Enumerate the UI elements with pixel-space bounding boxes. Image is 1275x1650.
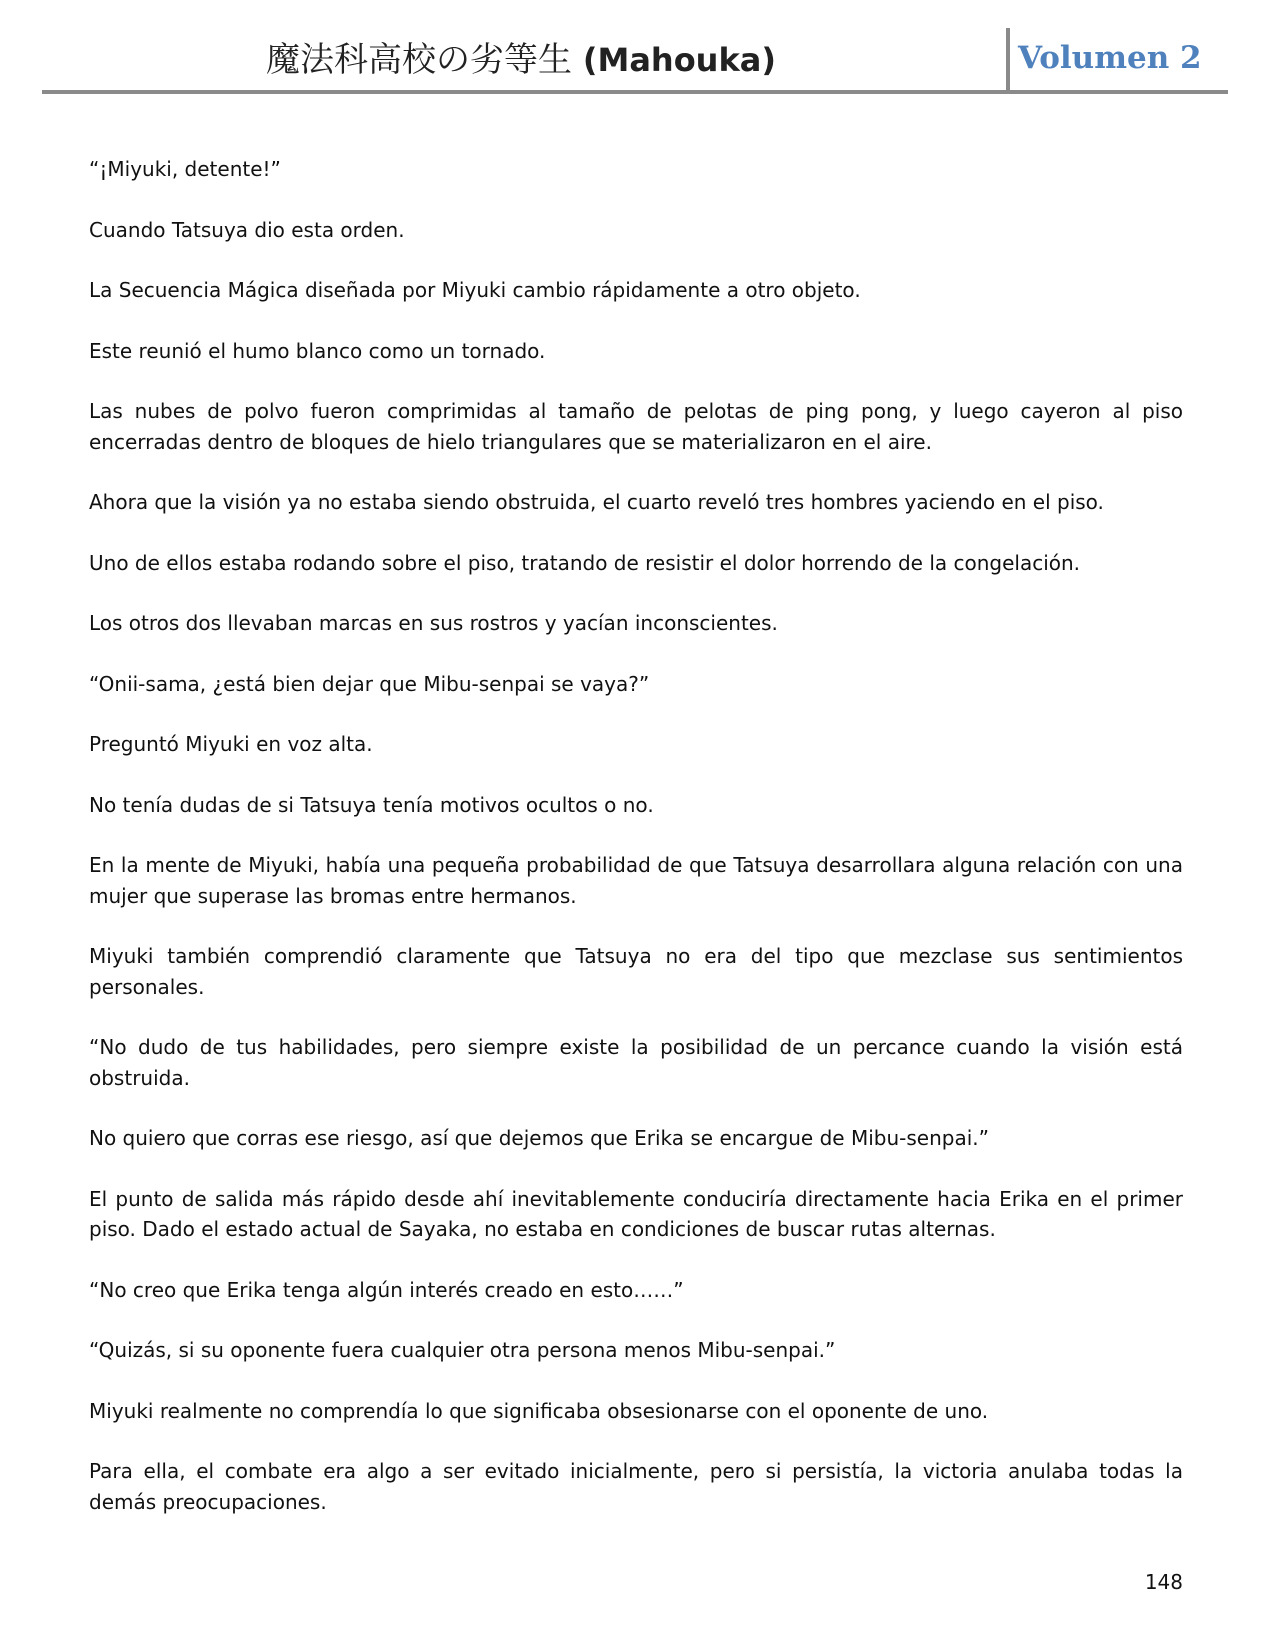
paragraph: No tenía dudas de si Tatsuya tenía motivos ocultos o no. [89, 792, 654, 817]
paragraph: Preguntó Miyuki en voz alta. [89, 732, 373, 756]
paragraph: El punto de salida más rápido desde ahí inevitablemente conduciría directamente hacia Erika en el primer piso. Dado el estado actual de Sayaka, no estaba en condiciones de buscar rutas alternas. [89, 1186, 1183, 1241]
paragraph: Las nubes de polvo fueron comprimidas al tamaño de pelotas de ping pong, y luego cayeron al piso encerradas dentro de bloques de hielo triangulares que se materializaron en el aire. [89, 399, 1183, 454]
book-title-japanese: 魔法科高校の劣等生 [266, 40, 573, 80]
paragraph: No quiero que corras ese riesgo, así que dejemos que Erika se encargue de Mibu-senpai.” [89, 1126, 989, 1150]
paragraph: Para ella, el combate era algo a ser evitado inicialmente, pero si persistía, la victoria anulaba todas la demás preocupaciones. [89, 1459, 1183, 1514]
paragraph: Uno de ellos estaba rodando sobre el piso, tratando de resistir el dolor horrendo de la congelación. [89, 550, 1081, 575]
page-number: 148 [1144, 1570, 1183, 1594]
paragraph: Miyuki realmente no comprendía lo que significaba obsesionarse con el oponente de uno. [89, 1398, 989, 1423]
paragraph: “Onii-sama, ¿está bien dejar que Mibu-senpai se vaya?” [89, 671, 650, 696]
volume-label: Volumen 2 [1018, 40, 1202, 76]
book-title-latin: (Mahouka) [582, 41, 776, 79]
paragraph: Los otros dos llevaban marcas en sus rostros y yacían inconscientes. [89, 611, 778, 635]
header-divider [1006, 28, 1010, 90]
paragraph: Miyuki también comprendió claramente que Tatsuya no era del tipo que mezclase sus sentimientos personales. [89, 944, 1183, 999]
page-body [89, 154, 1183, 1547]
paragraph: La Secuencia Mágica diseñada por Miyuki cambio rápidamente a otro objeto. [89, 278, 861, 302]
paragraph: En la mente de Miyuki, había una pequeña probabilidad de que Tatsuya desarrollara alguna relación con una mujer que superase las bromas entre hermanos. [89, 853, 1183, 908]
book-title [42, 40, 1000, 80]
header-rule [42, 90, 1228, 94]
page-header [42, 26, 1228, 92]
paragraph: “No creo que Erika tenga algún interés creado en esto……” [89, 1277, 684, 1302]
paragraph: Cuando Tatsuya dio esta orden. [89, 217, 405, 242]
paragraph: Ahora que la visión ya no estaba siendo obstruida, el cuarto reveló tres hombres yaciendo en el piso. [89, 490, 1104, 514]
paragraph: “¡Miyuki, detente!” [89, 157, 281, 181]
paragraph: “No dudo de tus habilidades, pero siempre existe la posibilidad de un percance cuando la visión está obstruida. [89, 1035, 1183, 1090]
paragraph: Este reunió el humo blanco como un tornado. [89, 338, 546, 363]
paragraph: “Quizás, si su oponente fuera cualquier otra persona menos Mibu-senpai.” [89, 1338, 836, 1362]
